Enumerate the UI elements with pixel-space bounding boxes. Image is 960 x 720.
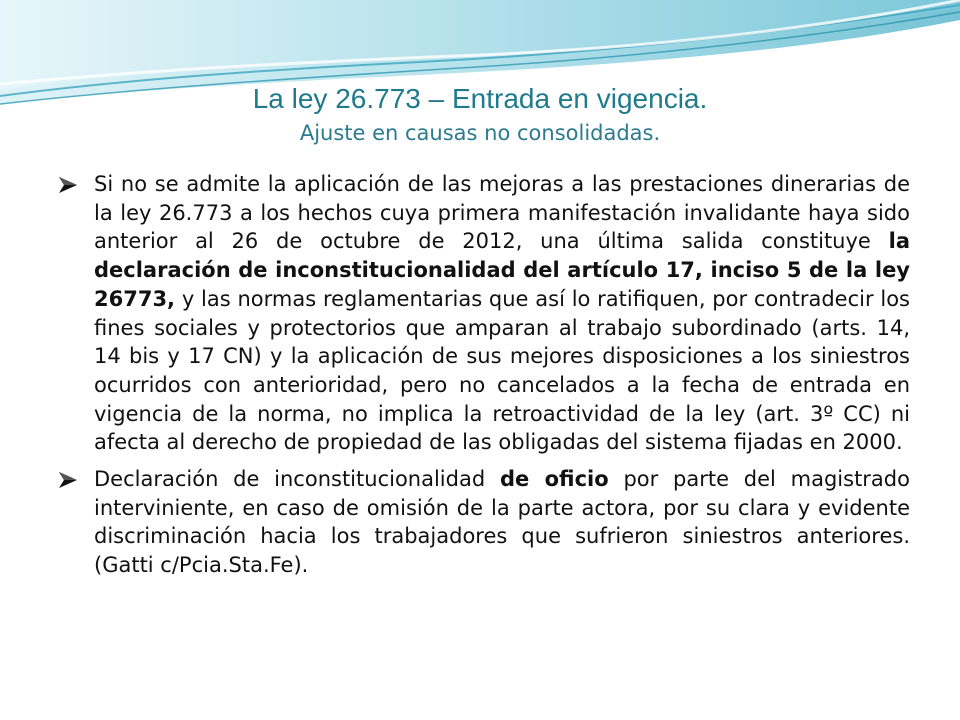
bullet-list [58, 170, 910, 580]
slide-title-block [0, 82, 960, 148]
bullet-item [58, 465, 910, 580]
bullet-text: Si no se admite la aplicación de las mejoras a las prestaciones dinerarias de la ley 26.773 a los hechos cuya primera manifestación invalidante haya sido anterior al 26 de octubre de 2012, una última salida constituye [94, 172, 910, 254]
arrowhead-bullet-icon [58, 176, 78, 194]
bullet-text: Declaración de inconstitucionalidad [94, 467, 500, 492]
bullet-text: y las normas reglamentarias que así lo ratifiquen, por contradecir los fines sociales y protectorios que amparan al trabajo subordinado (arts. 14, 14 bis y 17 CN) y la aplicación de sus mejores disposiciones a los siniestros ocurridos con anterioridad, pero no cancelados a la fecha de entrada en vigencia de la norma, no implica la retroactividad de la ley (art. 3º CC) ni afecta al derecho de propiedad de las obligadas del sistema fijadas en 2000. [94, 286, 910, 455]
bullet-bold-text: de oficio [499, 467, 609, 492]
bullet-bold-text: la declaración de inconstitucionalidad del artículo 17, inciso 5 de la ley 26773, [94, 229, 910, 311]
bullet-item [58, 170, 910, 457]
slide-title: La ley 26.773 – Entrada en vigencia. [252, 83, 708, 114]
bullet-text: por parte del magistrado interviniente, en caso de omisión de la parte actora, por su clara y evidente discriminación hacia los trabajadores que sufrieron siniestros anteriores.(Gatti c/Pcia.Sta.Fe). [94, 467, 910, 578]
slide-subtitle: Ajuste en causas no consolidadas. [299, 121, 661, 145]
arrowhead-bullet-icon [58, 471, 78, 489]
